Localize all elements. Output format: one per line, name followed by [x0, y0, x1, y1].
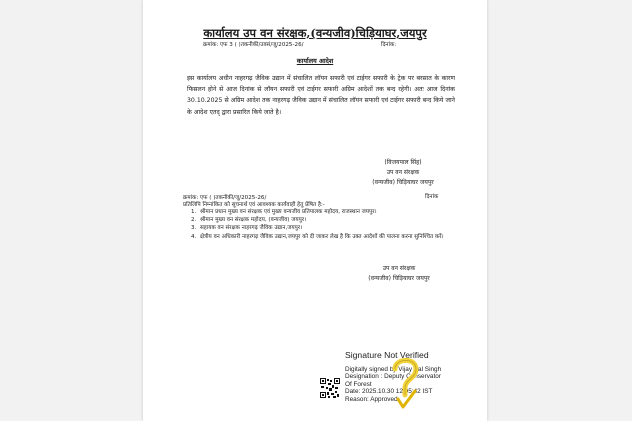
copy-intro: प्रतिलिपि निम्नांकित को सूचनार्थ एवं आवश्यक कार्यवाही हेतु प्रेषित है:- — [183, 202, 325, 208]
copy-date-label: दिनांक — [425, 194, 439, 200]
list-item: 3. सहायक वन संरक्षक नाहरगढ़ जैविक उद्यान,जयपुर। — [191, 225, 303, 231]
list-item: 4. क्षेत्रीय वन अधिकारी नाहरगढ़ जैविक उद्यान,जयपुर को दी जाकर लेख है कि उक्त आदेशों की पालना करना सुनिश्चित करें। — [191, 234, 444, 240]
list-item: 2. श्रीमान मुख्य वन संरक्षक महोदय, (वन्यजीव) जयपुर। — [191, 217, 307, 223]
date-label: दिनांक: — [381, 42, 397, 48]
signatory-name: (विजयपाल सिंह) — [384, 159, 422, 166]
signature-block-1 — [353, 158, 453, 188]
signature-status: Signature Not Verified — [345, 350, 429, 360]
document-page — [143, 0, 487, 421]
signatory-office: (वन्यजीव) चिड़ियाघर जयपुर — [372, 179, 434, 186]
copy-recipient-list — [191, 208, 456, 243]
question-check-icon — [389, 355, 421, 413]
order-paragraph: इस कार्यालय अधीन नाहरगढ़ जैविक उद्यान में संचालित लॉयन सफारी एवं टाईगर सफारी के ट्रेक पर बरसात के कारण फिसलन होने से आज दिनांक से लॉयन सफारी एवं टाईगर सफारी अग्रिम आदेशों तक बन्द रहेगी। अतः आज दिनांक 30.10.2025 से अग्रिम आदेश तक नाहरगढ़ जैविक उद्यान में संचालित लॉयन सफारी एवं टाईगर सफारी बन्द किये जाने के आदेश एतद् द्वारा प्रसारित किये जाते है। — [187, 75, 455, 116]
signatory-designation: उप वन संरक्षक — [382, 265, 416, 272]
signature-block-2 — [349, 264, 449, 284]
digital-signature-details: Digitally signed by Vijay Pal Singh Designation : Deputy Conservator Of Forest Date: 2025.10.30 12:05:42 IST Reason: Approved — [345, 366, 442, 403]
copy-reference-number: क्रमांक: एफ ( )तकनीकी/जू/2025-26/ — [183, 195, 267, 201]
reference-number: क्रमांक: एफ 3 ( )तकनीकी/उवसं/जू/2025-26/ — [203, 42, 304, 48]
order-heading: कार्यालय आदेश — [296, 57, 334, 65]
qr-code-icon — [320, 378, 340, 398]
office-title: कार्यालय उप वन संरक्षक,(वन्यजीव)चिड़ियाघर,जयपुर — [203, 26, 427, 40]
signatory-designation: उप वन संरक्षक — [386, 169, 420, 176]
signatory-office: (वन्यजीव) चिड़ियाघर जयपुर — [368, 275, 430, 282]
list-item: 1. श्रीमान प्रधान मुख्य वन संरक्षक एवं मुख्य वन्यजीव प्रतिपालक महोदय, राजस्थान जयपुर। — [191, 209, 377, 215]
